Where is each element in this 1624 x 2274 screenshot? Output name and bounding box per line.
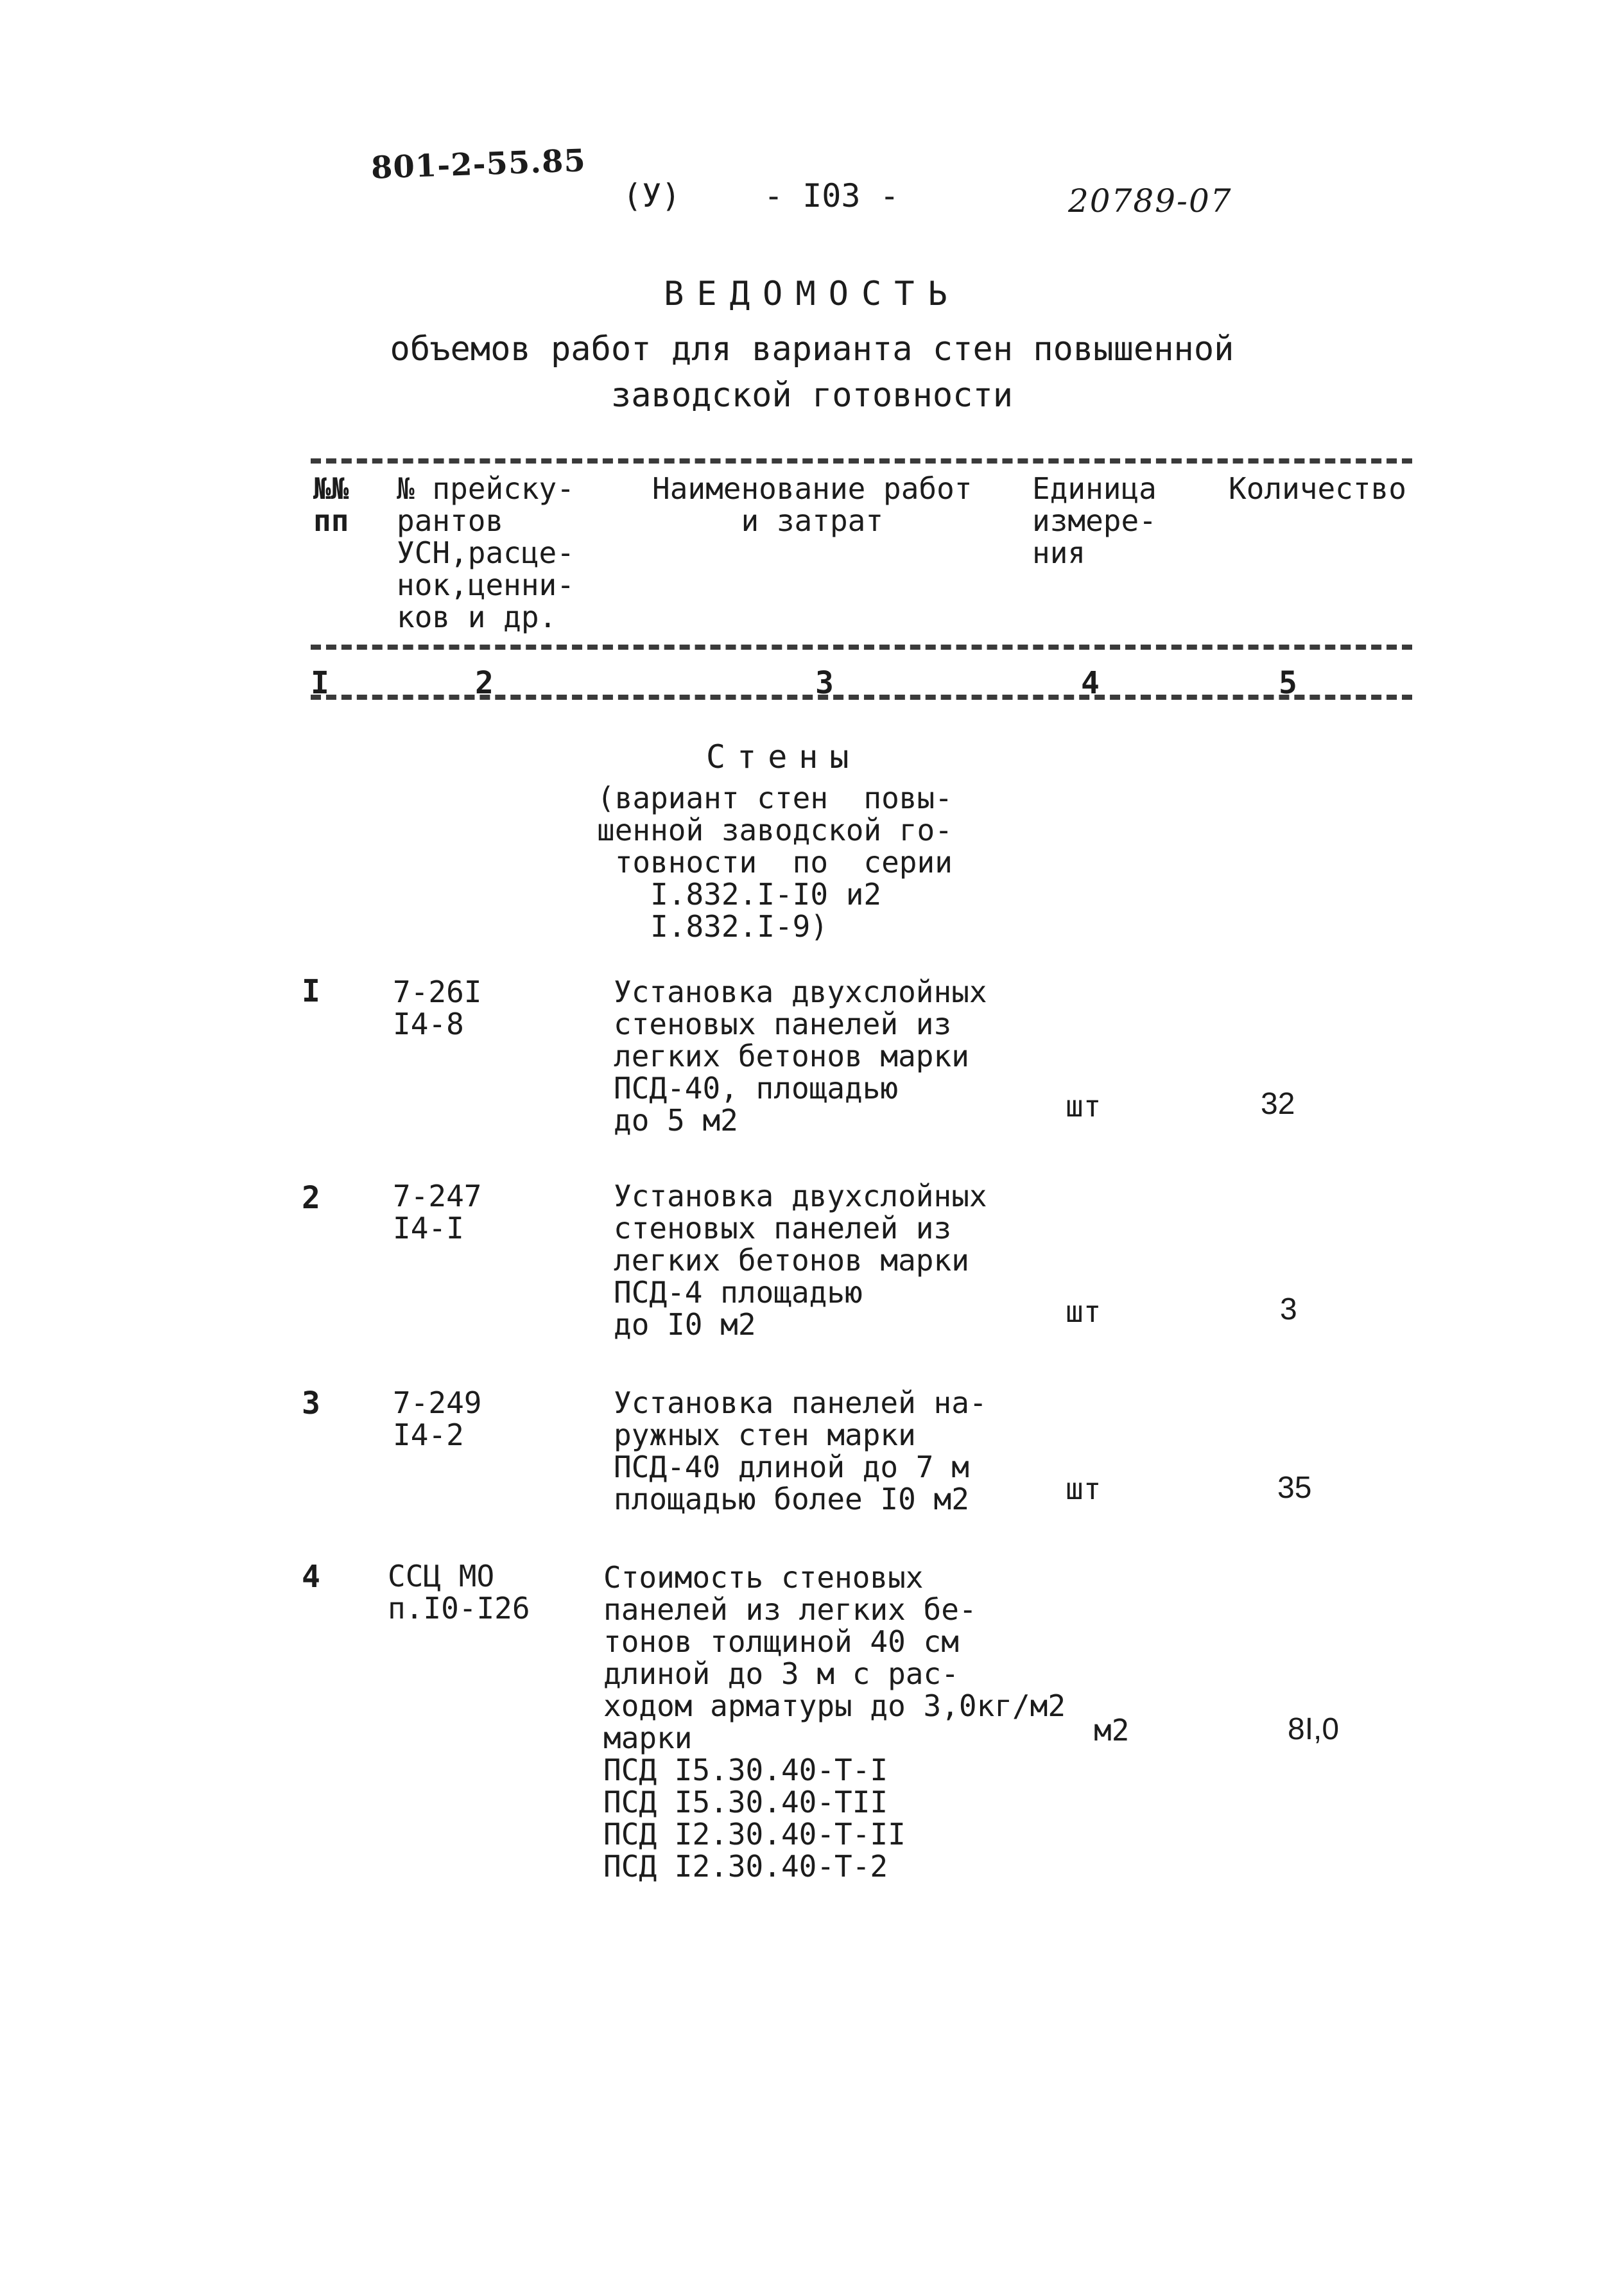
row-number: 2: [302, 1180, 320, 1216]
header-reference: № прейску- рантов УСН,расце- нок,ценни- ков и др.: [397, 471, 574, 634]
row-quantity: 3: [1280, 1292, 1297, 1326]
header-number: №№ пп: [313, 471, 349, 538]
row-quantity: 8I,0: [1288, 1712, 1340, 1746]
header-quantity: Количество: [1229, 471, 1406, 506]
section-note: (вариант стен повы- шенной заводской го- товности по серии I.832.I-I0 и2 I.832.I-9): [597, 781, 953, 944]
column-index-4: 4: [1081, 665, 1100, 701]
row-unit: шт: [1066, 1089, 1101, 1124]
row-unit: м2: [1094, 1713, 1130, 1748]
document-code: 801-2-55.85: [370, 143, 587, 186]
row-reference: 7-249 I4-2: [393, 1385, 482, 1452]
document-subtitle: объемов работ для варианта стен повышенной заводской готовности: [390, 330, 1234, 415]
row-description: Установка двухслойных стеновых панелей из легких бетонов марки ПСД-4 площадью до I0 м2: [614, 1179, 987, 1342]
page-number: - I03 -: [764, 177, 899, 214]
row-description: Стоимость стеновых панелей из легких бе- тонов толщиной 40 см длиной до 3 м с рас- ходом арматуры до 3,0кг/м2 марки ПСД I5.30.40-Т-I ПСД I5.30.40-ТII ПСД I2.30.40-Т-II ПСД I2.30.40-Т-2: [603, 1560, 1066, 1884]
header-work-name: Наименование работ и затрат: [652, 471, 972, 538]
row-quantity: 32: [1261, 1087, 1295, 1121]
row-quantity: 35: [1277, 1471, 1312, 1505]
document-title: ВЕДОМОСТЬ: [664, 275, 960, 313]
row-unit: шт: [1066, 1294, 1101, 1329]
row-description: Установка двухслойных стеновых панелей из легких бетонов марки ПСД-40, площадью до 5 м2: [614, 975, 987, 1138]
column-index-3: 3: [815, 665, 834, 701]
row-number: 3: [302, 1385, 320, 1421]
column-index-1: I: [311, 665, 329, 701]
row-unit: шт: [1066, 1471, 1101, 1506]
row-reference: 7-26I I4-8: [393, 975, 482, 1041]
column-index-2: 2: [475, 665, 494, 701]
row-description: Установка панелей на- ружных стен марки ПСД-40 длиной до 7 м площадью более I0 м2: [614, 1385, 987, 1516]
header-unit: Единица измере- ния: [1032, 471, 1157, 570]
column-index-rule: [311, 695, 1412, 700]
section-title: Стены: [706, 738, 861, 776]
archive-number: 20789-07: [1068, 182, 1232, 220]
row-reference: 7-247 I4-I: [393, 1179, 482, 1245]
row-reference: ССЦ МО п.I0-I26: [388, 1559, 530, 1626]
column-index-5: 5: [1279, 665, 1297, 701]
table-top-rule: [311, 458, 1412, 464]
header-bottom-rule: [311, 645, 1412, 650]
row-number: 4: [302, 1559, 320, 1595]
row-number: I: [302, 973, 320, 1009]
sheet-mark: (У): [623, 177, 681, 214]
